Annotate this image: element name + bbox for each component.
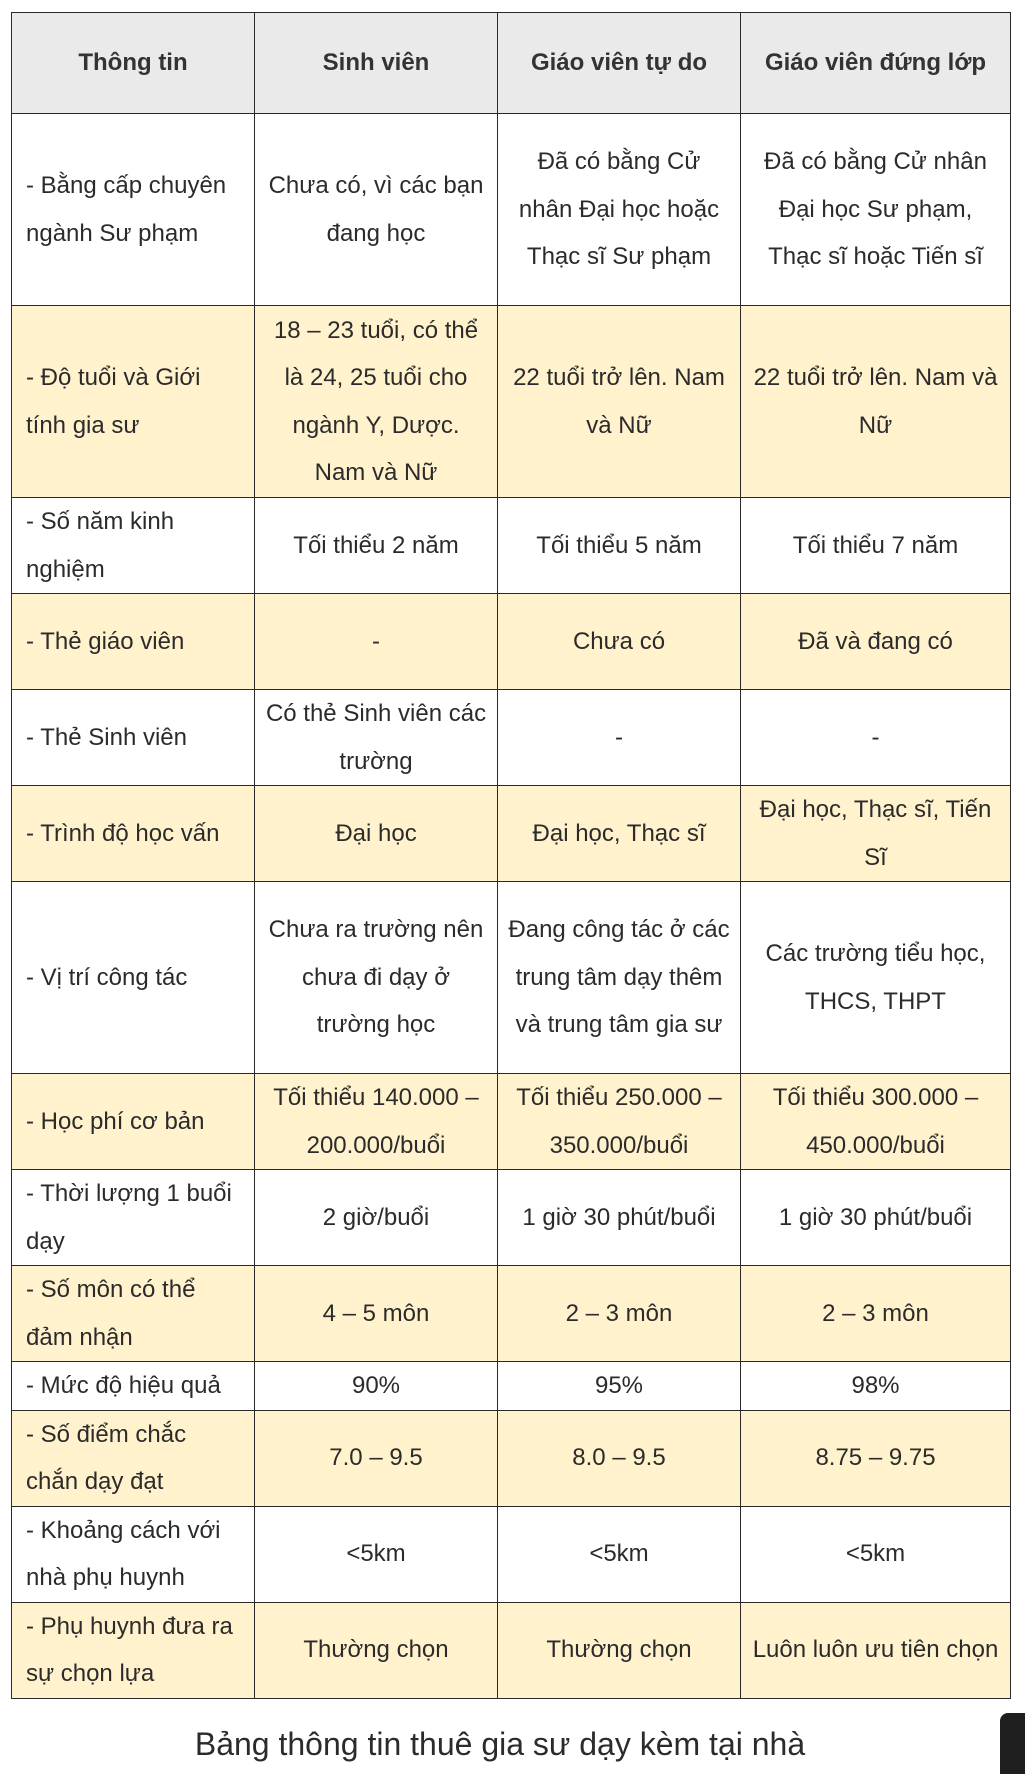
table-row — [12, 1170, 1011, 1266]
row-value: 1 giờ 30 phút/buổi — [741, 1170, 1011, 1266]
row-label: - Thẻ Sinh viên — [12, 690, 255, 786]
row-label: - Thời lượng 1 buổi dạy — [12, 1170, 255, 1266]
table-body — [12, 114, 1011, 1699]
table-row — [12, 1362, 1011, 1411]
row-value: 2 giờ/buổi — [255, 1170, 498, 1266]
row-value: Tối thiểu 7 năm — [741, 498, 1011, 594]
table-row — [12, 1506, 1011, 1602]
table-row — [12, 1410, 1011, 1506]
row-label: - Độ tuổi và Giới tính gia sư — [12, 306, 255, 498]
row-value: 4 – 5 môn — [255, 1266, 498, 1362]
row-label: - Thẻ giáo viên — [12, 594, 255, 690]
scroll-to-top-tab[interactable] — [1000, 1713, 1025, 1774]
row-value: 8.0 – 9.5 — [498, 1410, 741, 1506]
row-value: <5km — [741, 1506, 1011, 1602]
row-value: Chưa ra trường nên chưa đi dạy ở trường học — [255, 882, 498, 1074]
row-label: - Số môn có thể đảm nhận — [12, 1266, 255, 1362]
row-value: Đại học, Thạc sĩ, Tiến Sĩ — [741, 786, 1011, 882]
table-row — [12, 1602, 1011, 1698]
row-value: 8.75 – 9.75 — [741, 1410, 1011, 1506]
row-value: - — [741, 690, 1011, 786]
row-value: 18 – 23 tuổi, có thể là 24, 25 tuổi cho ngành Y, Dược. Nam và Nữ — [255, 306, 498, 498]
row-value: Tối thiểu 250.000 – 350.000/buổi — [498, 1074, 741, 1170]
table-row — [12, 306, 1011, 498]
row-value: Tối thiểu 5 năm — [498, 498, 741, 594]
row-value: 1 giờ 30 phút/buổi — [498, 1170, 741, 1266]
row-value: Tối thiểu 300.000 – 450.000/buổi — [741, 1074, 1011, 1170]
row-value: - — [255, 594, 498, 690]
table-row — [12, 882, 1011, 1074]
row-label: - Số năm kinh nghiệm — [12, 498, 255, 594]
table-caption: Bảng thông tin thuê gia sư dạy kèm tại nhà — [194, 1726, 806, 1762]
row-value: Đã và đang có — [741, 594, 1011, 690]
row-value: Luôn luôn ưu tiên chọn — [741, 1602, 1011, 1698]
row-value: Chưa có — [498, 594, 741, 690]
row-value: Đang công tác ở các trung tâm dạy thêm và trung tâm gia sư — [498, 882, 741, 1074]
header-student: Sinh viên — [255, 13, 498, 114]
row-label: - Học phí cơ bản — [12, 1074, 255, 1170]
row-value: Thường chọn — [498, 1602, 741, 1698]
row-value: Các trường tiểu học, THCS, THPT — [741, 882, 1011, 1074]
table-row — [12, 498, 1011, 594]
table-row — [12, 1074, 1011, 1170]
row-value: <5km — [255, 1506, 498, 1602]
table-header-row — [12, 13, 1011, 114]
row-value: 98% — [741, 1362, 1011, 1411]
row-value: 95% — [498, 1362, 741, 1411]
table-row — [12, 786, 1011, 882]
table-row — [12, 1266, 1011, 1362]
row-label: - Vị trí công tác — [12, 882, 255, 1074]
table-row — [12, 690, 1011, 786]
row-label: - Khoảng cách với nhà phụ huynh — [12, 1506, 255, 1602]
tutor-comparison-table — [11, 12, 1011, 1699]
row-value: Tối thiểu 140.000 – 200.000/buổi — [255, 1074, 498, 1170]
row-value: Đã có bằng Cử nhân Đại học hoặc Thạc sĩ Sư phạm — [498, 114, 741, 306]
row-value: Có thẻ Sinh viên các trường — [255, 690, 498, 786]
header-freelance-teacher: Giáo viên tự do — [498, 13, 741, 114]
row-label: - Phụ huynh đưa ra sự chọn lựa — [12, 1602, 255, 1698]
row-value: 22 tuổi trở lên. Nam và Nữ — [498, 306, 741, 498]
row-value: - — [498, 690, 741, 786]
row-value: 7.0 – 9.5 — [255, 1410, 498, 1506]
table-row — [12, 594, 1011, 690]
row-value: Tối thiểu 2 năm — [255, 498, 498, 594]
row-value: Chưa có, vì các bạn đang học — [255, 114, 498, 306]
row-value: 2 – 3 môn — [741, 1266, 1011, 1362]
row-label: - Trình độ học vấn — [12, 786, 255, 882]
row-value: 22 tuổi trở lên. Nam và Nữ — [741, 306, 1011, 498]
table-row — [12, 114, 1011, 306]
row-value: 90% — [255, 1362, 498, 1411]
row-label: - Số điểm chắc chắn dạy đạt — [12, 1410, 255, 1506]
row-label: - Mức độ hiệu quả — [12, 1362, 255, 1411]
row-value: Thường chọn — [255, 1602, 498, 1698]
header-info: Thông tin — [12, 13, 255, 114]
row-value: Đại học — [255, 786, 498, 882]
row-value: 2 – 3 môn — [498, 1266, 741, 1362]
row-value: Đại học, Thạc sĩ — [498, 786, 741, 882]
header-classroom-teacher: Giáo viên đứng lớp — [741, 13, 1011, 114]
row-label: - Bằng cấp chuyên ngành Sư phạm — [12, 114, 255, 306]
row-value: <5km — [498, 1506, 741, 1602]
row-value: Đã có bằng Cử nhân Đại học Sư phạm, Thạc sĩ hoặc Tiến sĩ — [741, 114, 1011, 306]
